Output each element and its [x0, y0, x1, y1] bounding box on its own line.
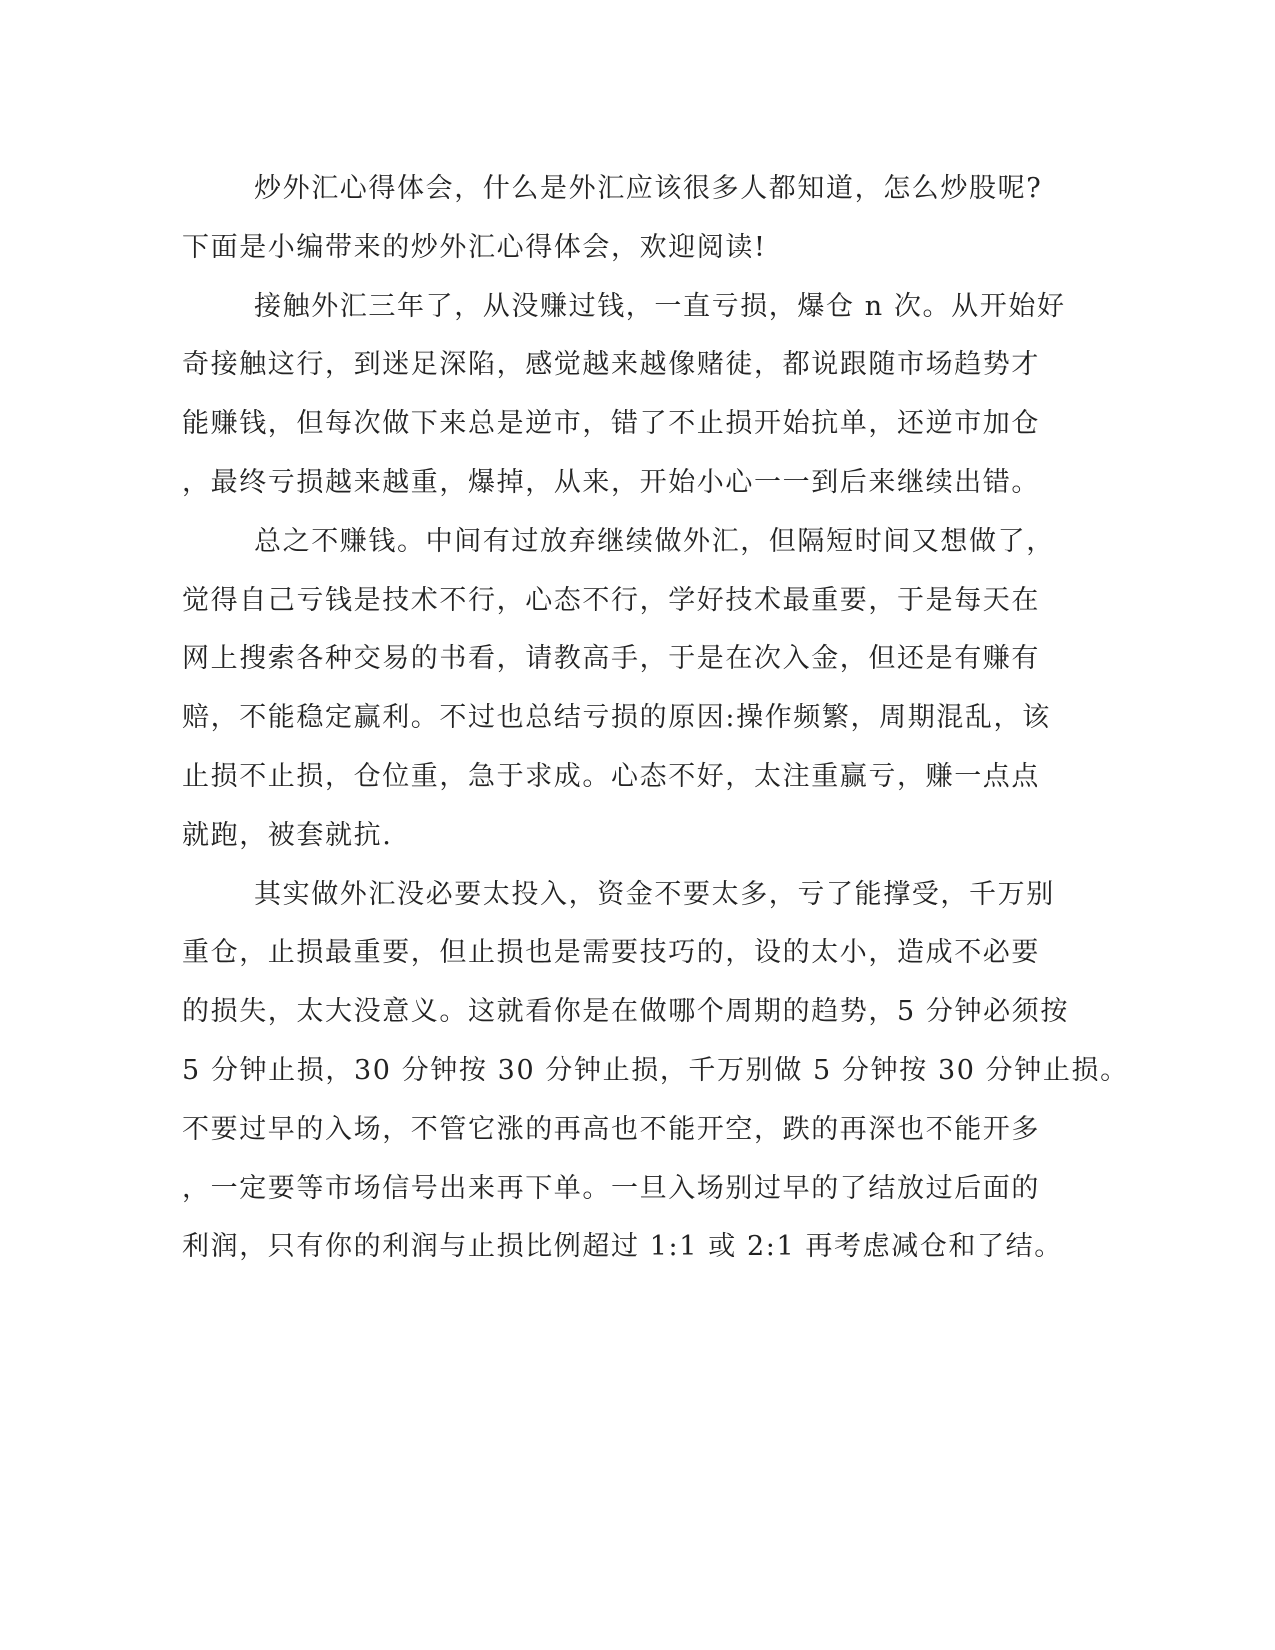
text-line: 其实做外汇没必要太投入，资金不要太多，亏了能撑受，千万别 — [254, 878, 1055, 910]
text-line: 接触外汇三年了，从没赚过钱，一直亏损，爆仓 n 次。从开始好 — [254, 290, 1066, 322]
text-line: 下面是小编带来的炒外汇心得体会，欢迎阅读! — [182, 231, 767, 263]
text-line: 赔，不能稳定赢利。不过也总结亏损的原因:操作频繁，周期混乱，该 — [182, 702, 1051, 734]
text-line: 不要过早的入场，不管它涨的再高也不能开空，跌的再深也不能开多 — [182, 1113, 1040, 1145]
text-line: ，一定要等市场信号出来再下单。一旦入场别过早的了结放过后面的 — [182, 1172, 1040, 1204]
document-body — [182, 160, 1129, 1277]
text-line: ，最终亏损越来越重，爆掉，从来，开始小心一一到后来继续出错。 — [182, 466, 1040, 498]
paragraph-intro — [182, 160, 1062, 278]
text-line: 5 分钟止损，30 分钟按 30 分钟止损，千万别做 5 分钟按 30 分钟止损。 — [182, 1054, 1129, 1086]
text-line: 止损不止损，仓位重，急于求成。心态不好，太注重赢亏，赚一点点 — [182, 760, 1040, 792]
text-line: 觉得自己亏钱是技术不行，心态不行，学好技术最重要，于是每天在 — [182, 584, 1040, 616]
text-line: 炒外汇心得体会，什么是外汇应该很多人都知道，怎么炒股呢? — [254, 173, 1043, 204]
text-line: 奇接触这行，到迷足深陷，感觉越来越像赌徒，都说跟随市场趋势才 — [182, 349, 1040, 381]
text-line: 网上搜索各种交易的书看，请教高手，于是在次入金，但还是有赚有 — [182, 643, 1040, 675]
text-line: 总之不赚钱。中间有过放弃继续做外汇，但隔短时间又想做了， — [254, 525, 1055, 557]
text-line: 利润，只有你的利润与止损比例超过 1:1 或 2:1 再考虑减仓和了结。 — [182, 1231, 1063, 1263]
paragraph-advice — [182, 866, 1129, 1278]
paragraph-reflection — [182, 513, 1062, 866]
text-line: 能赚钱，但每次做下来总是逆市，错了不止损开始抗单，还逆市加仓 — [182, 408, 1040, 440]
paragraph-experience — [182, 278, 1066, 513]
text-line: 的损失，太大没意义。这就看你是在做哪个周期的趋势，5 分钟必须按 — [182, 996, 1069, 1028]
text-line: 就跑，被套就抗. — [182, 819, 393, 851]
text-line: 重仓，止损最重要，但止损也是需要技巧的，设的太小，造成不必要 — [182, 937, 1040, 969]
